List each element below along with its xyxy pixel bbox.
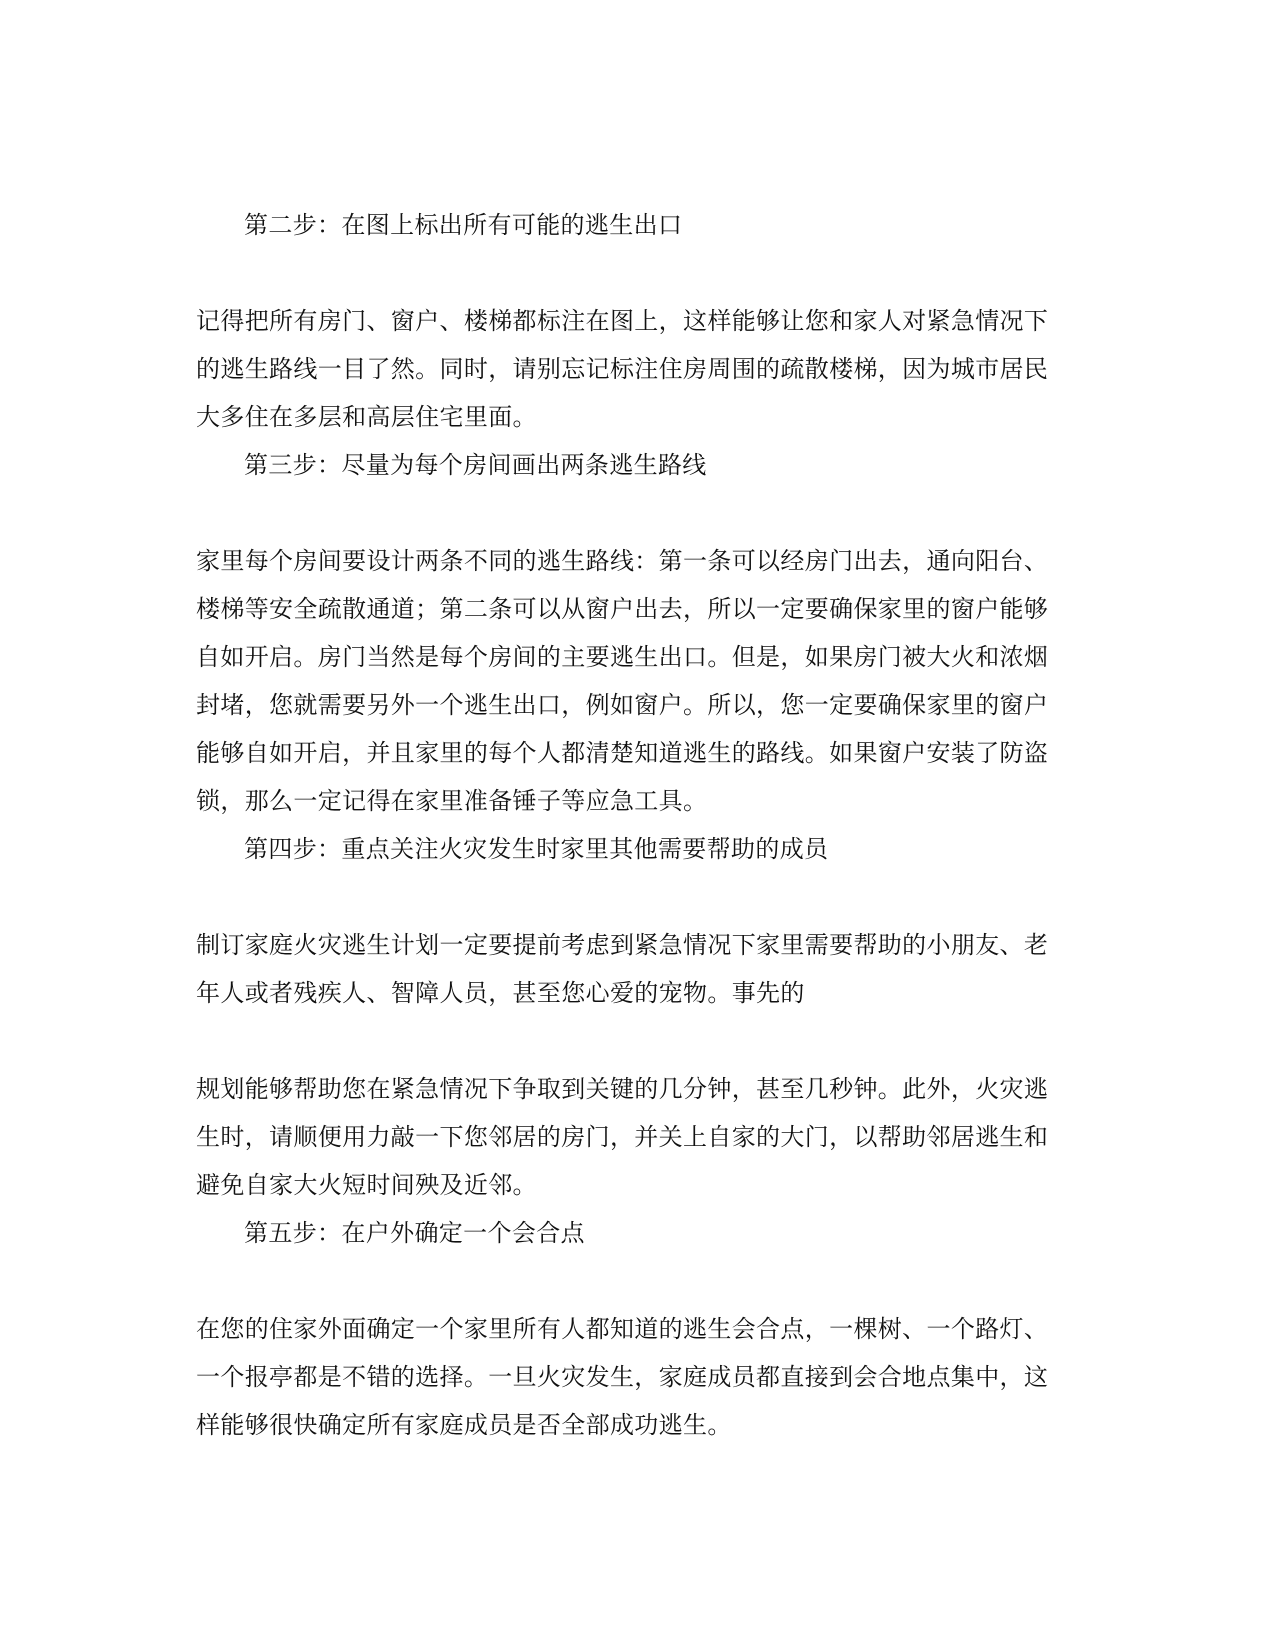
text-line: 的逃生路线一目了然。同时，请别忘记标注住房周围的疏散楼梯，因为城市居民 (196, 355, 1049, 383)
text-line: 大多住在多层和高层住宅里面。 (196, 403, 537, 431)
section-heading-step-2: 第二步：在图上标出所有可能的逃生出口 (244, 211, 683, 239)
paragraph (196, 297, 1076, 441)
text-line: 制订家庭火灾逃生计划一定要提前考虑到紧急情况下家里需要帮助的小朋友、老 (196, 931, 1049, 959)
text-line: 避免自家大火短时间殃及近邻。 (196, 1171, 537, 1199)
text-line: 封堵，您就需要另外一个逃生出口，例如窗户。所以，您一定要确保家里的窗户 (196, 691, 1049, 719)
spacer (196, 249, 1076, 297)
text-line: 家里每个房间要设计两条不同的逃生路线：第一条可以经房门出去，通向阳台、 (196, 547, 1049, 575)
spacer (196, 873, 1076, 921)
paragraph (196, 1065, 1076, 1209)
document-body (196, 201, 1076, 1449)
text-line: 记得把所有房门、窗户、楼梯都标注在图上，这样能够让您和家人对紧急情况下 (196, 307, 1049, 335)
spacer (196, 489, 1076, 537)
text-line: 样能够很快确定所有家庭成员是否全部成功逃生。 (196, 1411, 732, 1439)
paragraph (196, 921, 1076, 1017)
paragraph (196, 537, 1076, 825)
text-line: 自如开启。房门当然是每个房间的主要逃生出口。但是，如果房门被大火和浓烟 (196, 643, 1049, 671)
text-line: 锁，那么一定记得在家里准备锤子等应急工具。 (196, 787, 708, 815)
paragraph (196, 1305, 1076, 1449)
section-heading-step-3: 第三步：尽量为每个房间画出两条逃生路线 (244, 451, 707, 479)
text-line: 楼梯等安全疏散通道；第二条可以从窗户出去，所以一定要确保家里的窗户能够 (196, 595, 1049, 623)
section-heading-step-5: 第五步：在户外确定一个会合点 (244, 1219, 585, 1247)
text-line: 规划能够帮助您在紧急情况下争取到关键的几分钟，甚至几秒钟。此外，火灾逃 (196, 1075, 1049, 1103)
text-line: 年人或者残疾人、智障人员，甚至您心爱的宠物。事先的 (196, 979, 805, 1007)
section-heading-step-4: 第四步：重点关注火灾发生时家里其他需要帮助的成员 (244, 835, 829, 863)
spacer (196, 1257, 1076, 1305)
text-line: 在您的住家外面确定一个家里所有人都知道的逃生会合点，一棵树、一个路灯、 (196, 1315, 1049, 1343)
text-line: 一个报亭都是不错的选择。一旦火灾发生，家庭成员都直接到会合地点集中，这 (196, 1363, 1049, 1391)
text-line: 能够自如开启，并且家里的每个人都清楚知道逃生的路线。如果窗户安装了防盗 (196, 739, 1049, 767)
spacer (196, 1017, 1076, 1065)
text-line: 生时，请顺便用力敲一下您邻居的房门，并关上自家的大门，以帮助邻居逃生和 (196, 1123, 1049, 1151)
